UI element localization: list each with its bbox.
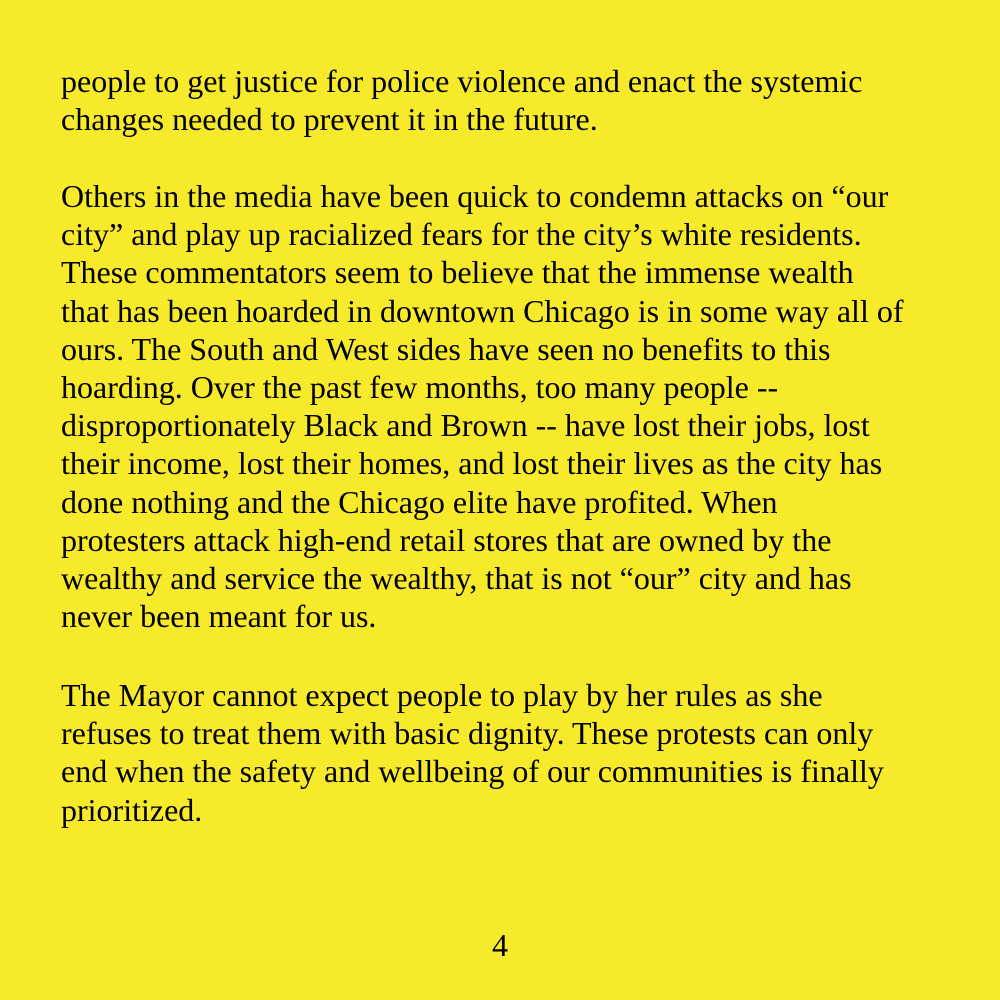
paragraph-line: hoarding. Over the past few months, too many people -- [61,369,779,406]
paragraph-line: disproportionately Black and Brown -- have lost their jobs, lost [61,407,870,444]
paragraph-line: their income, lost their homes, and lost their lives as the city has [61,445,883,482]
page-number: 4 [492,927,508,963]
paragraph-line: city” and play up racialized fears for the city’s white residents. [61,216,862,253]
paragraph-line: never been meant for us. [61,598,377,635]
paragraph-line: refuses to treat them with basic dignity. These protests can only [61,715,874,752]
paragraph-line: people to get justice for police violence and enact the systemic [61,63,863,99]
paragraph-line: Others in the media have been quick to condemn attacks on “our [61,178,889,214]
paragraph-2 [61,177,903,635]
paragraph-1 [61,62,862,138]
paragraph-3 [61,676,884,829]
paragraph-line: ours. The South and West sides have seen no benefits to this [61,330,831,367]
paragraph-line: The Mayor cannot expect people to play by her rules as she [61,677,823,713]
paragraph-line: that has been hoarded in downtown Chicago is in some way all of [61,292,904,329]
paragraph-line: prioritized. [61,791,203,828]
paragraph-line: wealthy and service the wealthy, that is not “our” city and has [61,560,852,597]
paragraph-line: These commentators seem to believe that the immense wealth [61,254,854,291]
paragraph-line: protesters attack high-end retail stores that are owned by the [61,521,832,558]
paragraph-line: done nothing and the Chicago elite have profited. When [61,483,778,520]
paragraph-line: changes needed to prevent it in the future. [61,101,598,138]
paragraph-line: end when the safety and wellbeing of our communities is finally [61,753,884,790]
